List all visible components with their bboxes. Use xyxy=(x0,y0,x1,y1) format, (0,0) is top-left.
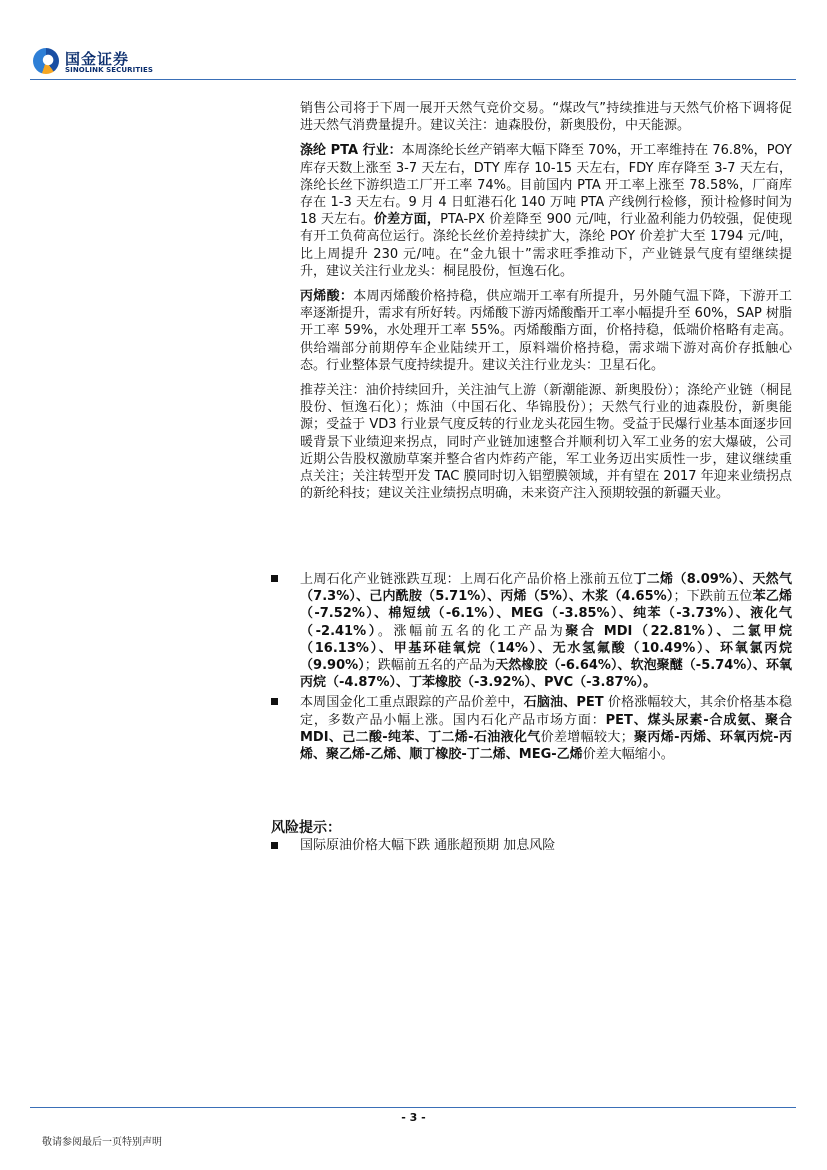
text-segment: 。涨幅前五名的化工产品为 xyxy=(377,623,566,639)
text-segment: PTA-PX 价差降至 900 元/吨，行业盈利能力仍较强，促使现有开工负荷高位运行。涤纶长丝价差持续扩大，涤纶 POY 价差扩大至 1794 元/吨，比上周提升 230 元/吨。在“金九银十”需求旺季推动下，产业链景气度有望继续提升，建议关注行业龙头：桐昆股份，恒逸石化。 xyxy=(300,212,792,279)
bold-text-segment: 苯乙烯（-7.52%）、棉短绒（-6.1%）、MEG（-3.85%）、纯苯（-3.73%）、液化气（-2.41%） xyxy=(300,589,792,639)
bold-text-segment: 石脑油、PET xyxy=(523,695,604,711)
body-paragraph xyxy=(300,100,792,134)
company-logo xyxy=(33,47,183,77)
text-segment: 价差增幅较大； xyxy=(540,729,634,745)
logo-english-name: SINOLINK SECURITIES xyxy=(65,66,153,74)
summary-bullet-list xyxy=(271,571,792,766)
risk-text: 国际原油价格大幅下跌 通胀超预期 加息风险 xyxy=(300,838,556,853)
text-segment: ；下跌前五位 xyxy=(673,589,753,605)
risk-bullet-item xyxy=(271,837,792,854)
body-paragraph xyxy=(300,382,792,502)
text-segment: 价格涨幅较大，其余价格基本稳定，多数产品小幅上涨。国内石化产品市场方面： xyxy=(300,695,792,728)
text-segment: 本周涤纶长丝产销率大幅下降至 70%，开工率维持在 76.8%，POY 库存天数上涨至 3-7 天左右，DTY 库存 10-15 天左右，FDY 库存降至 3-7 天左右，涤纶长丝下游织造工厂开工率 74%。目前国内 PTA 开工率上涨至 78.58%，厂商库存在 1-3 天左右。9 月 4 日虹港石化 140 万吨 PTA 产线例行检修，预计检修时间为 18 天左右。 xyxy=(300,143,792,228)
bullet-square-icon xyxy=(271,575,278,582)
risk-heading: 风险提示： xyxy=(271,820,341,836)
disclaimer-note: 敬请参阅最后一页特别声明 xyxy=(42,1137,162,1148)
logo-chinese-name: 国金证券 xyxy=(65,50,130,68)
bold-text-segment: 价差方面， xyxy=(373,212,441,228)
bold-text-segment: 丙烯酸： xyxy=(300,289,354,305)
text-segment: 价差大幅缩小。 xyxy=(582,747,674,763)
bullet-item xyxy=(271,694,792,763)
bullet-square-icon xyxy=(271,698,278,705)
body-paragraph xyxy=(300,288,792,374)
logo-mark-icon xyxy=(33,48,59,74)
text-segment: 本周国金化工重点跟踪的产品价差中， xyxy=(300,695,524,711)
page-header xyxy=(0,0,827,80)
footer-divider xyxy=(30,1107,796,1108)
page-number: - 3 - xyxy=(401,1111,426,1124)
bullet-square-icon xyxy=(271,842,278,849)
body-paragraphs xyxy=(300,100,792,510)
bold-text-segment: 丁二烯（8.09%）、天然气（7.3%）、己内酰胺（5.71%）、丙烯（5%）、木浆（4.65%） xyxy=(300,572,792,605)
text-segment: 上周石化产业链涨跌互现：上周石化产品价格上涨前五位 xyxy=(300,572,634,587)
bullet-text xyxy=(300,694,792,763)
text-segment: 推荐关注：油价持续回升，关注油气上游（新潮能源、新奥股份）；涤纶产业链（桐昆股份、恒逸石化）；炼油（中国石化、华锦股份）；天然气行业的迪森股份，新奥能源；受益于 VD3 行业景气度反转的行业龙头花园生物。受益于民爆行业基本面逐步回暖背景下业绩迎来拐点，同时产业链加速整合并顺利切入军工业务的宏大爆破，公司近期公告股权激励草案并整合省内炸药产能，军工业务迈出实质性一步，建议继续重点关注；关注转型开发 TAC 膜同时切入铝塑膜领域，并有望在 2017 年迎来业绩拐点的新纶科技；建议关注业绩拐点明确，未来资产注入预期较强的新疆天业。 xyxy=(300,383,792,502)
text-segment: 本周丙烯酸价格持稳，供应端开工率有所提升，另外随气温下降，下游开工率逐渐提升，需求有所好转。丙烯酸下游丙烯酸酯开工率小幅提升至 60%，SAP 树脂开工率 59%，水处理开工率 55%。丙烯酸酯方面，价格持稳，低端价格略有走高。供给端部分前期停车企业陆续开工，原料端价格持稳，需求端下游对高价存抵触心态。行业整体景气度持续提升。建议关注行业龙头：卫星石化。 xyxy=(300,289,792,373)
body-paragraph xyxy=(300,142,792,280)
bold-text-segment: 天然橡胶（-6.64%）、软泡聚醚（-5.74%）、环氧丙烷（-4.87%）、丁苯橡胶（-3.92%）、PVC（-3.87%）。 xyxy=(300,658,792,691)
bold-text-segment: 聚合 MDI（22.81%）、二氯甲烷（16.13%）、甲基环硅氧烷（14%）、无水氢氟酸（10.49%）、环氧氯丙烷（9.90%） xyxy=(300,623,792,674)
bullet-item xyxy=(271,571,792,691)
bold-text-segment: 涤纶 PTA 行业： xyxy=(300,143,402,159)
text-segment: 销售公司将于下周一展开天然气竞价交易。“煤改气”持续推进与天然气价格下调将促进天然气消费量提升。建议关注：迪森股份，新奥股份，中天能源。 xyxy=(300,101,792,134)
bullet-text xyxy=(300,571,792,691)
bold-text-segment: 聚丙烯-丙烯、环氧丙烷-丙烯、聚乙烯-乙烯、顺丁橡胶-丁二烯、MEG-乙烯 xyxy=(300,729,793,763)
bold-text-segment: PET、煤头尿素-合成氨、聚合 MDI、己二酸-纯苯、丁二烯-石油液化气 xyxy=(300,712,792,745)
text-segment: ；跌幅前五名的产品为 xyxy=(364,658,496,674)
header-divider xyxy=(30,79,796,80)
